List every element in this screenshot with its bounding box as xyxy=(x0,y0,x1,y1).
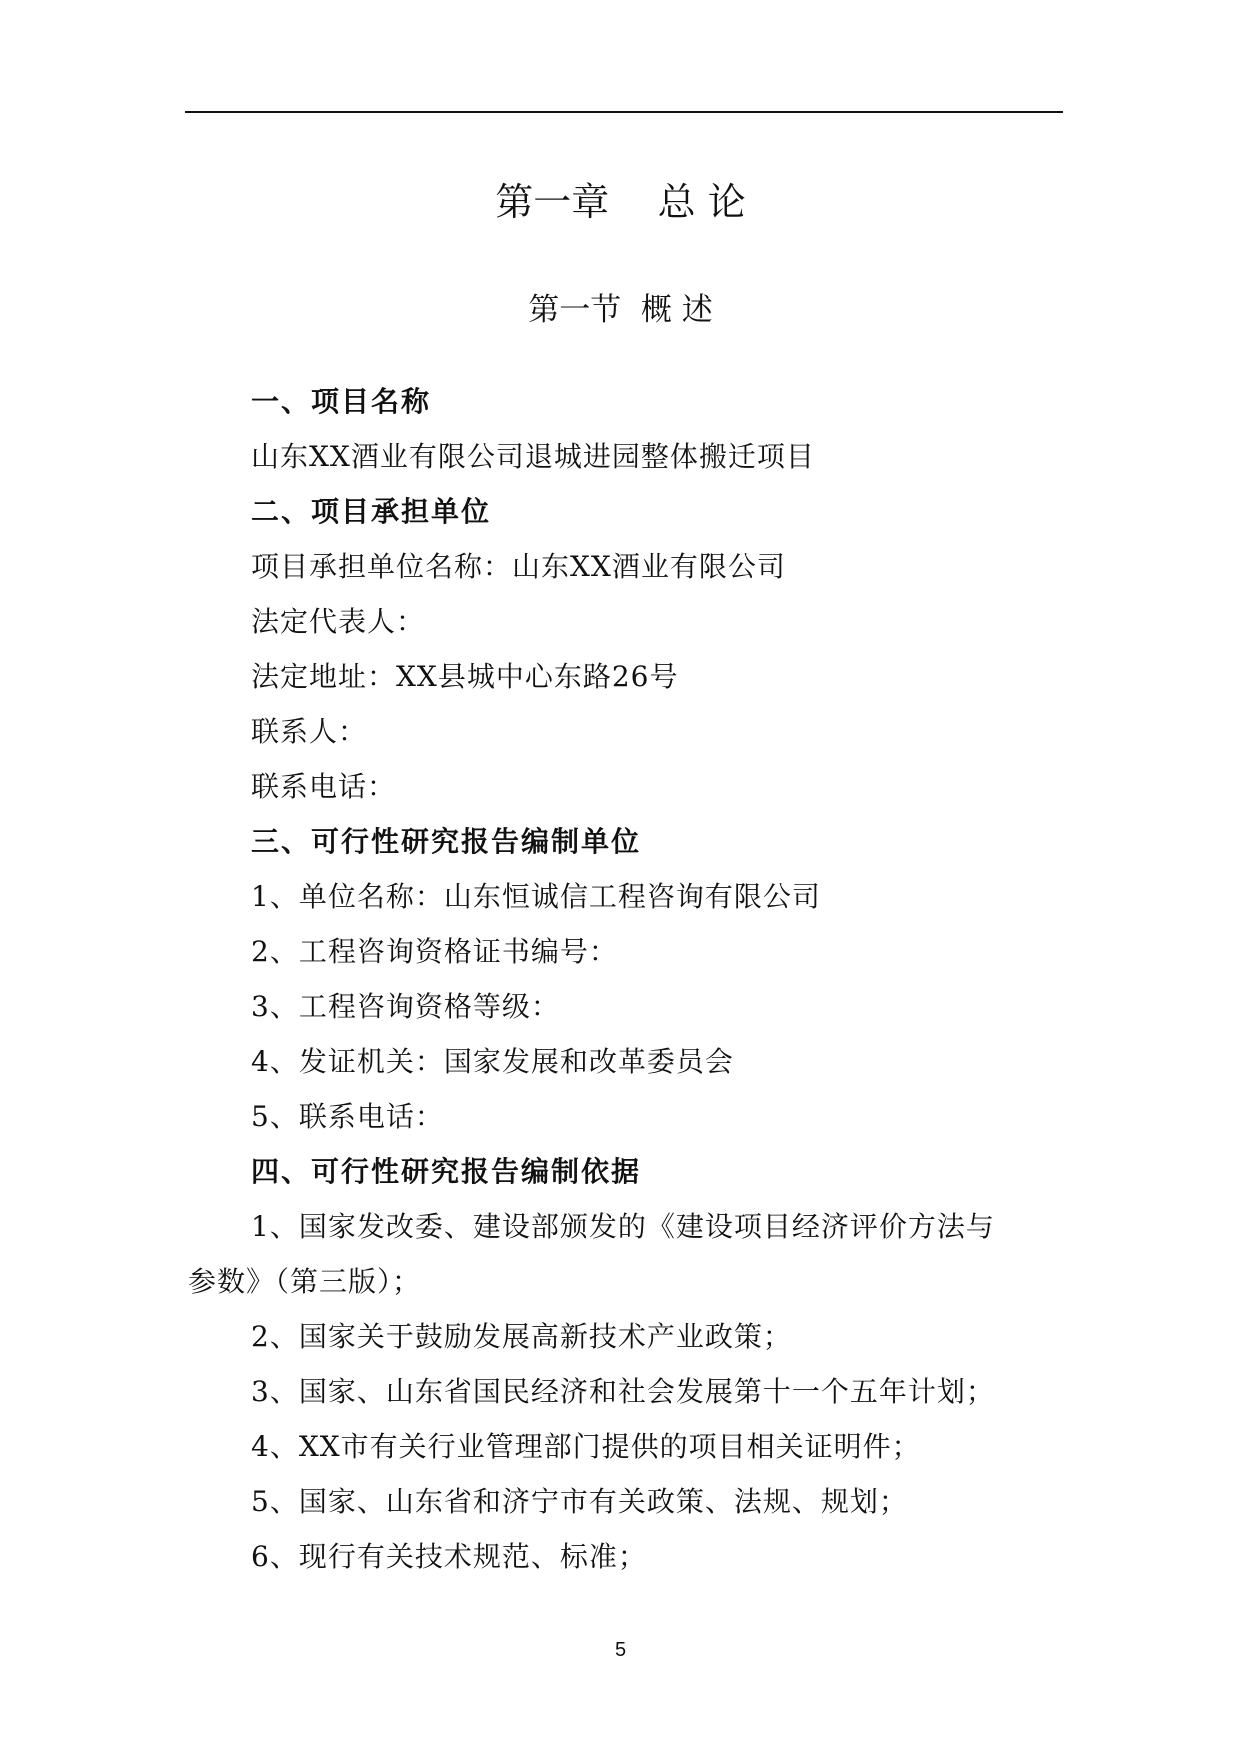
section-heading-project-name: 一、项目名称 xyxy=(251,385,432,418)
section-heading-compiling-basis: 四、可行性研究报告编制依据 xyxy=(251,1155,642,1188)
compiling-basis-item: 1、国家发改委、建设部颁发的《建设项目经济评价方法与 xyxy=(251,1210,995,1243)
contact-phone: 联系电话： xyxy=(251,770,397,803)
compiling-unit-item: 1、单位名称：山东恒诚信工程咨询有限公司 xyxy=(251,880,821,913)
compiling-basis-item: 6、现行有关技术规范、标准； xyxy=(251,1540,647,1573)
header-rule xyxy=(185,111,1063,113)
page-number: 5 xyxy=(614,1639,627,1661)
section-heading-compiling-unit: 三、可行性研究报告编制单位 xyxy=(251,825,642,858)
responsible-unit-name: 项目承担单位名称：山东XX酒业有限公司 xyxy=(251,550,786,583)
project-name-text: 山东XX酒业有限公司退城进园整体搬迁项目 xyxy=(251,440,815,473)
compiling-basis-item-continuation: 参数》（第三版）； xyxy=(188,1265,422,1298)
legal-address: 法定地址：XX县城中心东路26号 xyxy=(251,660,679,693)
compiling-unit-item: 5、联系电话： xyxy=(251,1100,444,1133)
compiling-unit-item: 3、工程咨询资格等级： xyxy=(251,990,560,1023)
compiling-basis-item: 3、国家、山东省国民经济和社会发展第十一个五年计划； xyxy=(251,1375,995,1408)
compiling-basis-item: 4、XX市有关行业管理部门提供的项目相关证明件； xyxy=(251,1430,921,1463)
section-title: 第一节 概 述 xyxy=(528,292,713,328)
section-heading-responsible-unit: 二、项目承担单位 xyxy=(251,495,492,528)
compiling-basis-item: 2、国家关于鼓励发展高新技术产业政策； xyxy=(251,1320,792,1353)
compiling-basis-item: 5、国家、山东省和济宁市有关政策、法规、规划； xyxy=(251,1485,908,1518)
compiling-unit-item: 2、工程咨询资格证书编号： xyxy=(251,935,618,968)
contact-person: 联系人： xyxy=(251,715,368,748)
compiling-unit-item: 4、发证机关：国家发展和改革委员会 xyxy=(251,1045,734,1078)
chapter-title: 第一章 总 论 xyxy=(495,180,746,224)
legal-representative: 法定代表人： xyxy=(251,605,426,638)
document-body xyxy=(188,374,1060,1584)
